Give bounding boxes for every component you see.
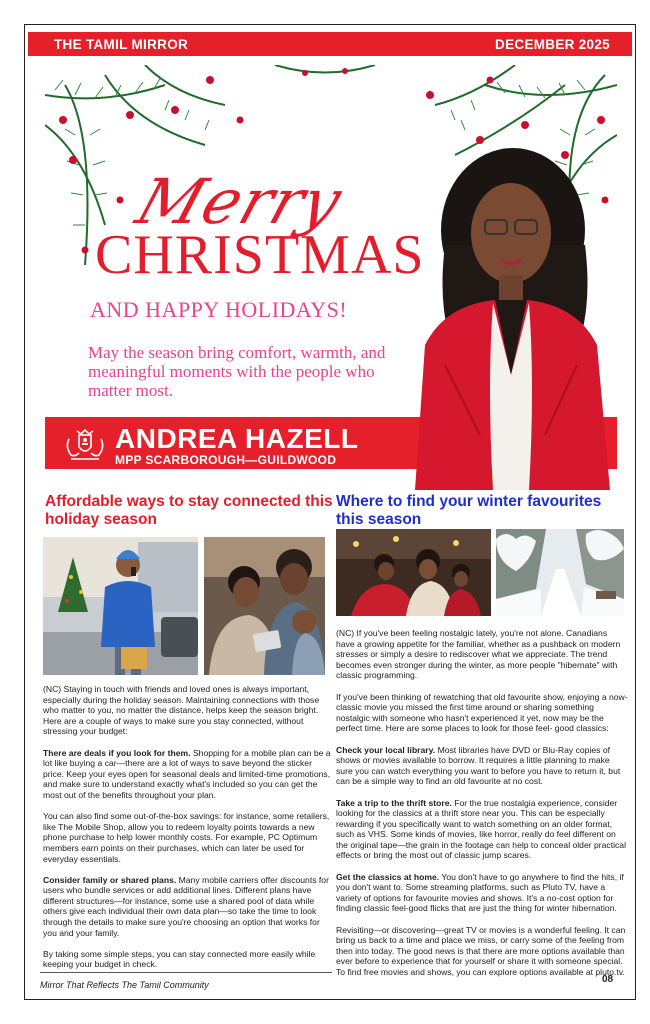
footer-divider: [40, 972, 332, 973]
left-paragraph: (NC) Staying in touch with friends and loved ones is always important, especially during the holiday season. Maintaining connections with those who matter to you, no matter the distance, helps keep the season bright. Here are a couple of ways to make sure you stay connected, without stressing your budget:: [43, 684, 320, 737]
family-video-call-photo: [204, 537, 325, 675]
snowy-path-photo: [496, 529, 624, 616]
left-paragraph: Consider family or shared plans. Many mobile carriers offer discounts for users who bundle services or add additional lines. Different plans have different structures—for instance, some use a shared pool of data while others give each individual their own data plan—so take the time to look through the details to make sure you're choosing an option that works for you and your family.: [43, 874, 329, 938]
left-paragraph: By taking some simple steps, you can stay connected more easily while keeping your budget in check.: [43, 948, 316, 970]
footer-tagline: Mirror That Reflects The Tamil Community: [40, 980, 209, 990]
right-paragraph: Get the classics at home. You don't have to go anywhere to find the hits, if you don't want to. Some streaming platforms, such as Pluto TV, have a variety of options for favourite movies and shows. It's a no-cost option for finding classic feel-good flicks that are just the thing for winter hibernation.: [336, 871, 624, 914]
merry-script-text: Merry: [128, 165, 352, 238]
ontario-crest-icon: [63, 427, 107, 463]
left-paragraph: There are deals if you look for them. Shopping for a mobile plan can be a lot like buying a car—there are a lot of ways to save beyond the sticker price. Keep your eyes open for seasonal deals and limited-time promotions, and make sure to understand exactly what's included so you can get the most out of the benefits throughout your plan.: [43, 747, 331, 800]
portrait-photo: [405, 135, 617, 490]
right-paragraph: (NC) If you've been feeling nostalgic lately, you're not alone. Canadians have a growing appetite for the familiar, whether as a pushback on modern stresses or simply a desire to rediscover what we appreciate. The trend becomes even stronger during the winter, as more people "hibernate" with classic programming.: [336, 628, 621, 681]
publication-title: THE TAMIL MIRROR: [54, 36, 189, 52]
holiday-ad: [45, 65, 617, 490]
family-watching-tv-photo: [336, 529, 491, 616]
right-paragraph: If you've been thinking of rewatching that old favourite show, enjoying a now-classic movie you missed the first time around or sharing something nostalgic with someone who hasn't experienced it yet, now may be the perfect time. Here are some places to look for those feel- good classics:: [336, 691, 628, 734]
riding-title: MPP SCARBOROUGH—GUILDWOOD: [115, 453, 337, 467]
holiday-message: May the season bring comfort, warmth, and meaningful moments with the people who matter most.: [88, 343, 386, 400]
right-paragraph: Revisiting—or discovering—great TV or movies is a wonderful feeling. It can bring us back to a time and place we miss, or carry some of the feeling from then into today. The good news is that there are more options available than ever before to experience that for yourself or share it with someone special. To find free movies and shows, you can explore options available at pluto.tv.: [336, 924, 626, 977]
masthead: [28, 32, 632, 56]
left-paragraph: You can also find some out-of-the-box savings: for instance, some retailers, like The Mobile Shop, allow you to redeem loyalty points towards a new phone purchase to help lower monthly costs. For example, PC Optimum members earn points on their purchases, which can later be used for everyday essentials.: [43, 811, 330, 864]
right-article-body: [336, 628, 628, 988]
right-paragraph: Check your local library. Most libraries have DVD or Blu-Ray copies of shows or movies available to borrow. It requires a little planning to make sure you can watch everything you want to before you have to return it, but can be a simple way to find an old favourite at no cost.: [336, 744, 621, 787]
candidate-name: ANDREA HAZELL: [115, 423, 359, 454]
left-article-body: [43, 684, 335, 981]
happy-holidays-subline: AND HAPPY HOLIDAYS!: [90, 297, 348, 322]
christmas-headline: CHRISTMAS: [95, 224, 425, 286]
right-paragraph: Take a trip to the thrift store. For the true nostalgia experience, consider looking for the classics at a thrift store near you. This can be especially rewarding if you specifically want to watch something on an older format, such as VHS. Some kinds of movies, like horror, really do feel different on the original tape—the grain in the footage can help to conceal older practical effects or bring the most out of classic jump scares.: [336, 797, 626, 861]
page-number: 08: [602, 974, 614, 985]
left-article-headline: Affordable ways to stay connected this holiday season: [45, 493, 333, 528]
right-article-headline: Where to find your winter favourites this season: [336, 493, 602, 528]
shopping-phone-photo: [43, 537, 198, 675]
issue-date: DECEMBER 2025: [495, 36, 610, 52]
